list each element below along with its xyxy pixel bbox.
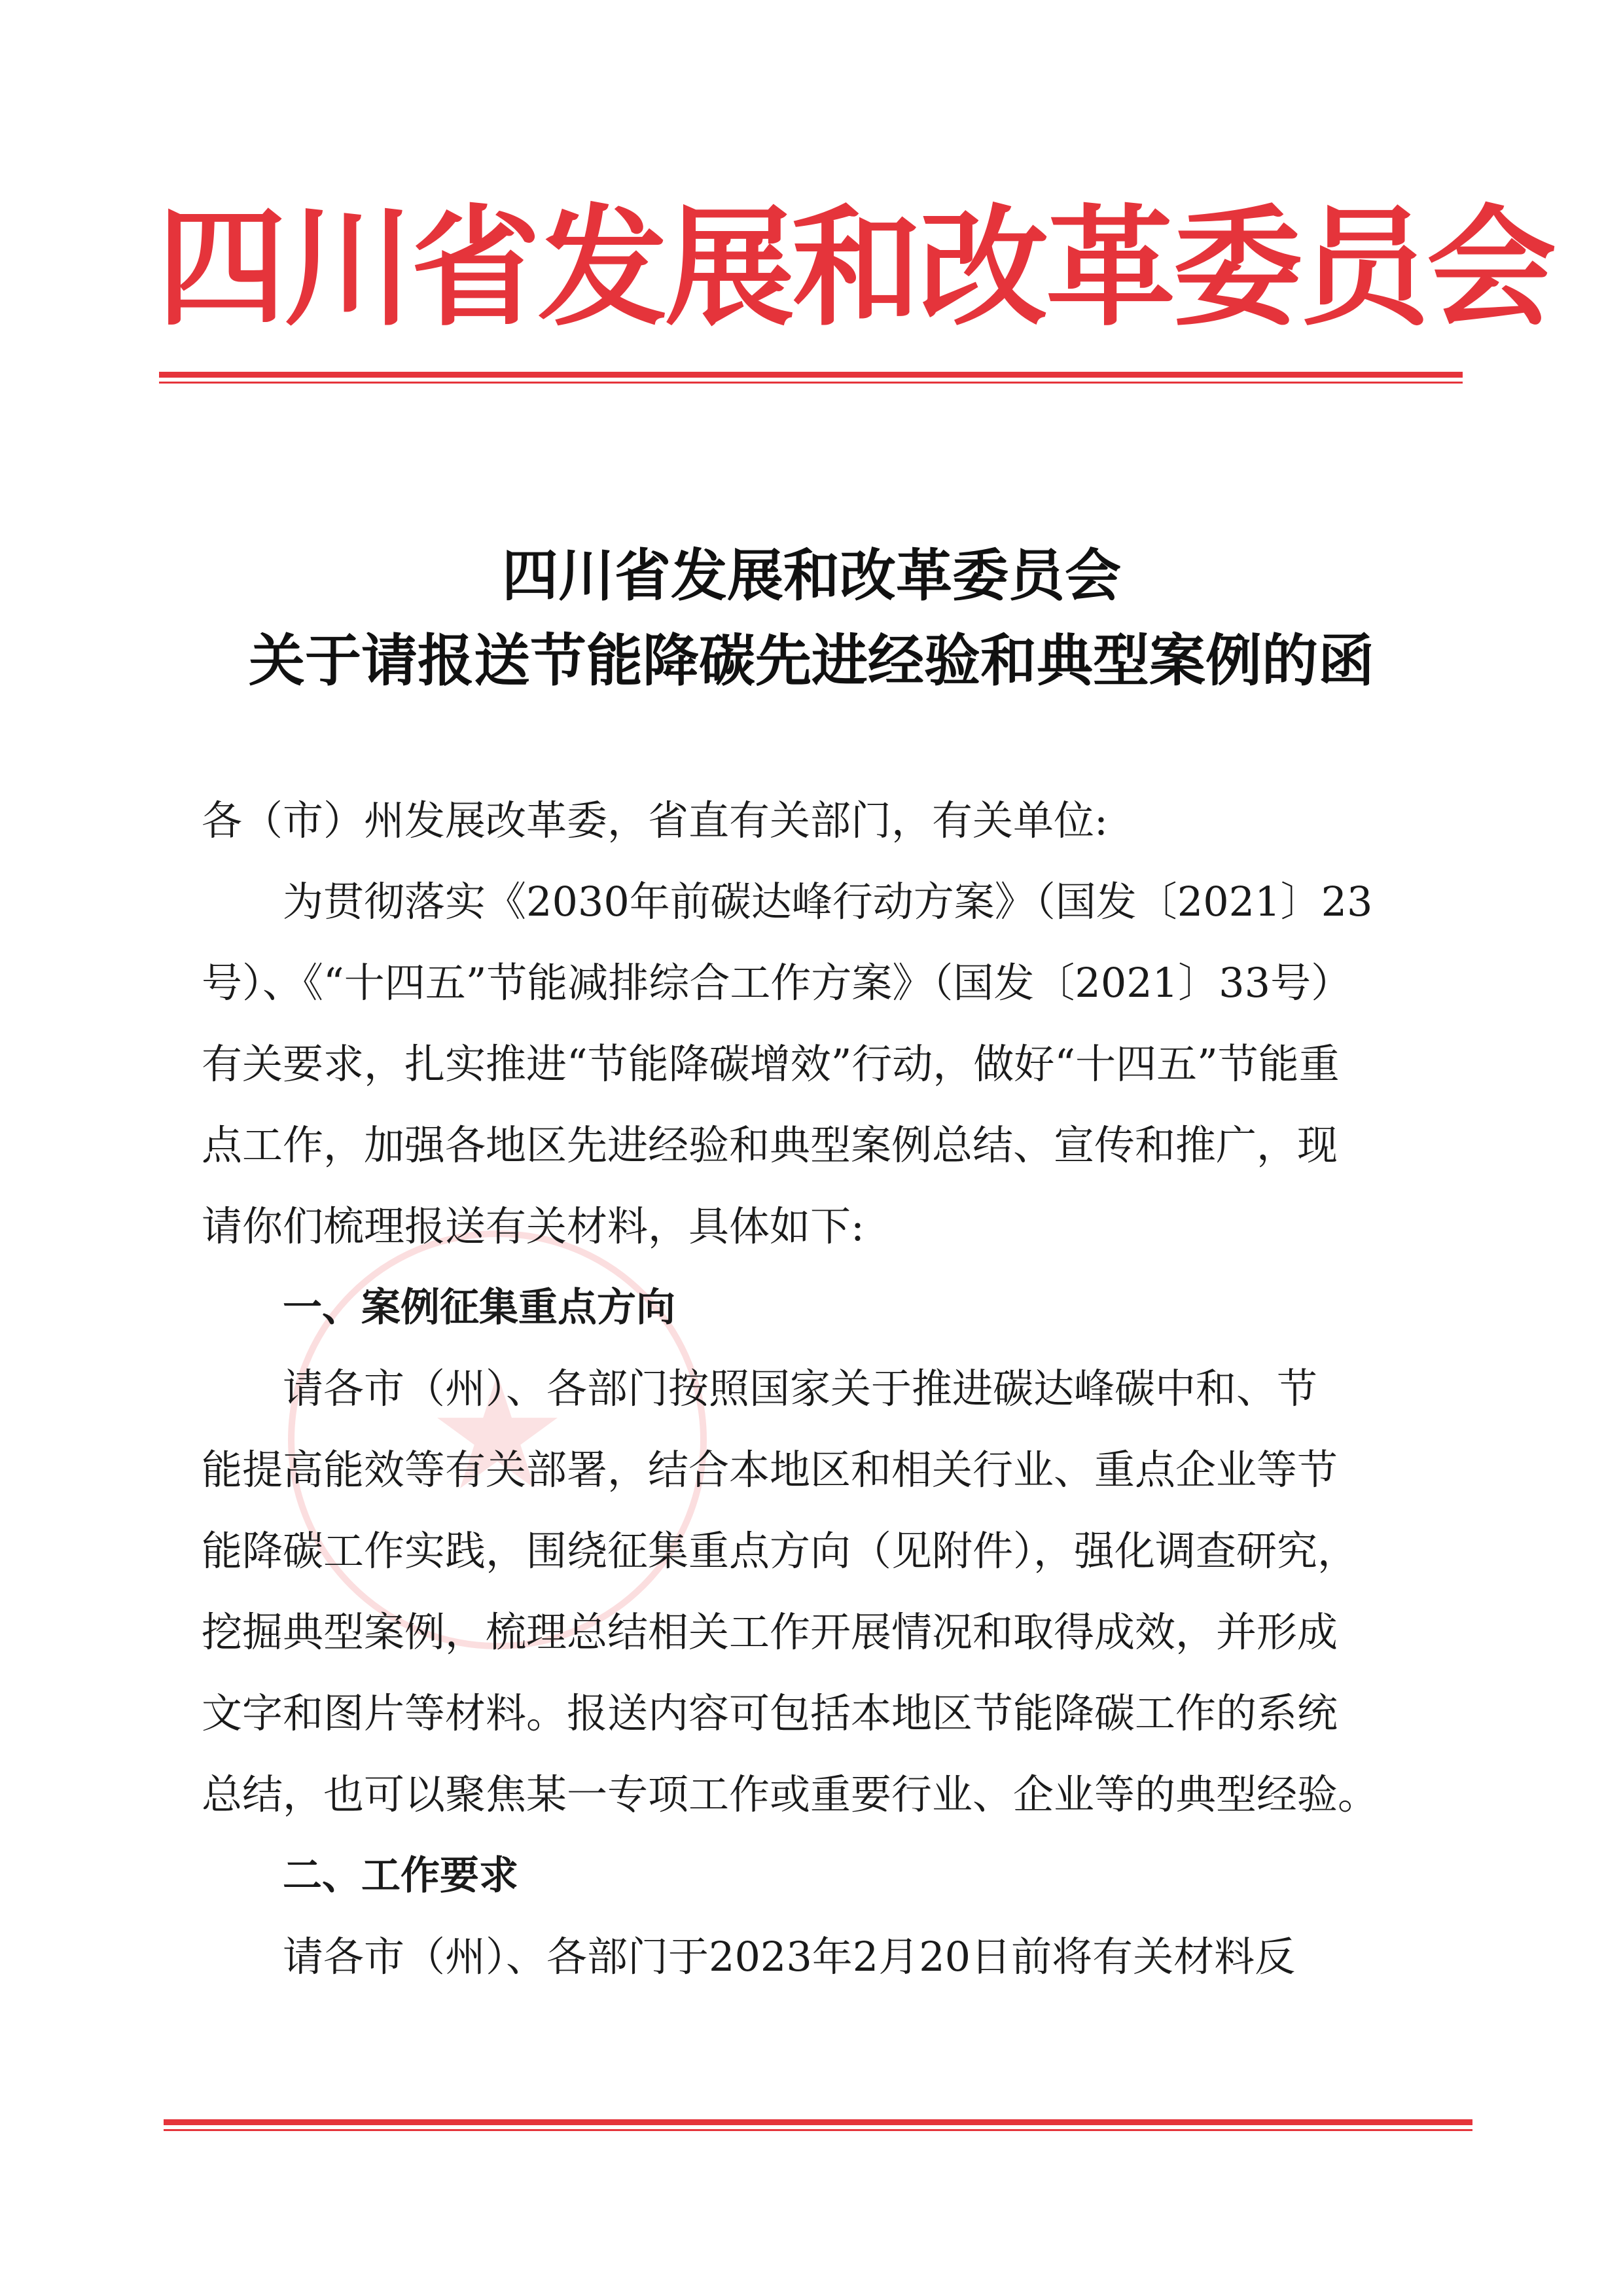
intro-line: 有关要求，扎实推进“节能降碳增效”行动，做好“十四五”节能重 — [202, 1040, 1340, 1088]
section-1-line: 请各市（州）、各部门按照国家关于推进碳达峰碳中和、节 — [283, 1365, 1318, 1412]
section-1-line: 挖掘典型案例，梳理总结相关工作开展情况和取得成效，并形成 — [202, 1608, 1338, 1656]
salutation: 各（市）州发展改革委，省直有关部门，有关单位: — [202, 797, 1108, 844]
letterhead-organization: 四川省发展和改革委员会 — [157, 192, 1554, 344]
document-title-line-1: 四川省发展和改革委员会 — [502, 543, 1121, 609]
section-1-heading: 一、案例征集重点方向 — [283, 1285, 675, 1331]
section-2-heading: 二、工作要求 — [283, 1853, 518, 1899]
document-body — [202, 780, 1432, 1998]
letterhead-divider — [159, 372, 1463, 384]
section-2-line: 请各市（州）、各部门于2023年2月20日前将有关材料反 — [283, 1933, 1296, 1981]
seal-star-icon: ★ — [427, 1342, 568, 1525]
intro-line: 请你们梳理报送有关材料，具体如下: — [202, 1202, 865, 1250]
document-title-line-2: 关于请报送节能降碳先进经验和典型案例的函 — [249, 628, 1374, 694]
section-1-line: 文字和图片等材料。报送内容可包括本地区节能降碳工作的系统 — [202, 1689, 1338, 1737]
intro-line: 点工作，加强各地区先进经验和典型案例总结、宣传和推广，现 — [202, 1121, 1338, 1169]
section-1-line: 能降碳工作实践，围绕征集重点方向（见附件），强化调查研究， — [202, 1527, 1359, 1575]
intro-line: 为贯彻落实《2030年前碳达峰行动方案》（国发〔2021〕23 — [283, 878, 1373, 925]
footer-divider — [164, 2119, 1472, 2131]
section-1-line: 总结，也可以聚焦某一专项工作或重要行业、企业等的典型经验。 — [202, 1770, 1379, 1818]
section-1-line: 能提高能效等有关部署，结合本地区和相关行业、重点企业等节 — [202, 1446, 1338, 1494]
intro-line: 号）、《“十四五”节能减排综合工作方案》（国发〔2021〕33号） — [202, 959, 1352, 1007]
